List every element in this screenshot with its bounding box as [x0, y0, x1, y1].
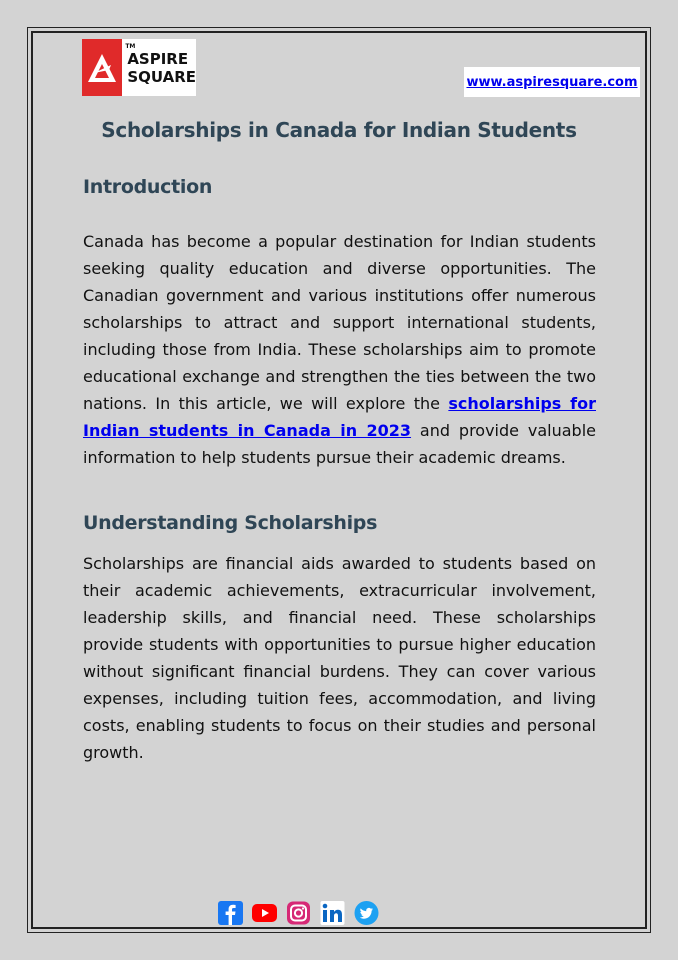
intro-text-before: Canada has become a popular destination for Indian students seeking quality education and diverse opportunities. The Canadian government and various institutions offer numerous scholarships to attract and support international students, including those from India. These scholarships aim to promote educational exchange and strengthen the ties between the two nations. In this article, we will explore the — [83, 232, 596, 413]
logo-trademark: TM — [125, 42, 136, 50]
understanding-paragraph: Scholarships are financial aids awarded to students based on their academic achievements, extracurricular involvement, leadership skills, and financial need. These scholarships provide students with opportunities to pursue higher education without significant financial burdens. They can cover various expenses, including tuition fees, accommodation, and living costs, enabling students to focus on their studies and personal growth. — [83, 554, 596, 762]
scholarships-link[interactable]: scholarships for Indian students in Canada in 2023 — [83, 394, 596, 440]
twitter-icon[interactable] — [354, 901, 379, 925]
introduction-paragraph — [83, 228, 596, 471]
website-link[interactable]: www.aspiresquare.com — [464, 67, 640, 97]
facebook-icon[interactable] — [218, 901, 243, 925]
instagram-icon[interactable] — [286, 901, 311, 925]
logo-line-2: SQUARE — [127, 67, 196, 86]
logo-line-1: ASPIRE — [127, 49, 189, 68]
intro-text-after: and provide valuable information to help students pursue their academic dreams. — [83, 421, 596, 467]
social-icons-bar — [218, 901, 379, 925]
youtube-icon[interactable] — [252, 901, 277, 925]
section-heading-introduction: Introduction — [83, 176, 213, 198]
linkedin-icon[interactable] — [320, 901, 345, 925]
logo-mark-icon — [82, 39, 122, 96]
page-border-inner — [31, 31, 647, 929]
logo-text — [122, 42, 196, 86]
aspire-square-logo[interactable] — [82, 39, 196, 96]
section-heading-understanding: Understanding Scholarships — [83, 512, 378, 534]
document-title: Scholarships in Canada for Indian Students — [101, 118, 577, 142]
